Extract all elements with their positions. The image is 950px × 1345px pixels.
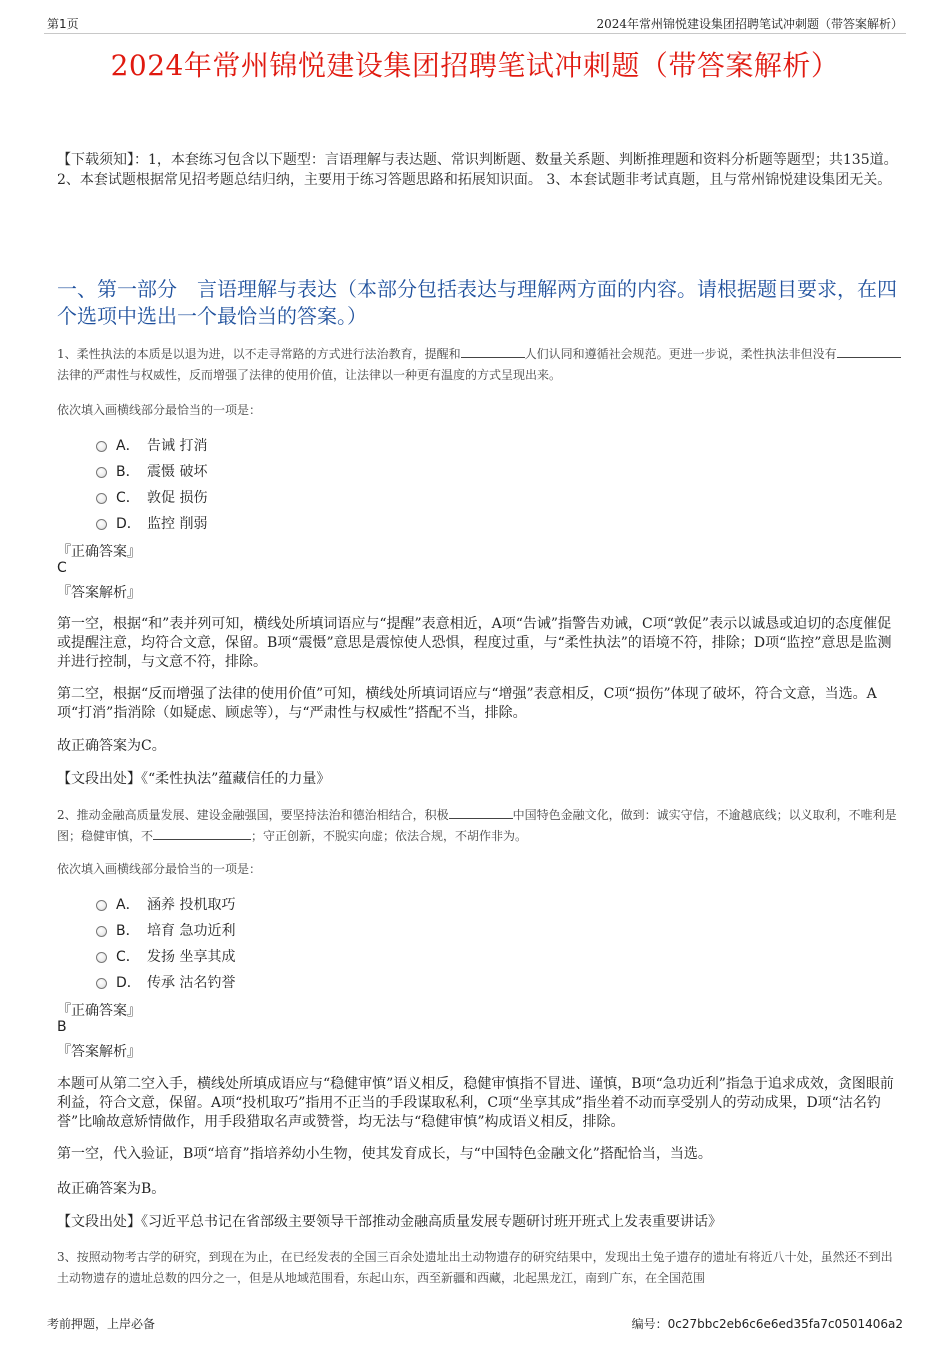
option-letter: D． xyxy=(116,975,141,991)
correct-answer-value: C xyxy=(57,560,67,576)
option-letter: C． xyxy=(116,490,140,506)
header-doc-title: 2024年常州锦悦建设集团招聘笔试冲刺题（带答案解析） xyxy=(596,17,903,31)
radio-icon[interactable] xyxy=(96,900,107,911)
question-stem-text: ；守正创新，不脱实向虚；依法合规，不胡作非为。 xyxy=(251,829,528,843)
footer-code-label: 编号： xyxy=(631,1317,668,1331)
fill-blank xyxy=(449,806,513,819)
question-2-options xyxy=(96,891,235,995)
question-2-stem xyxy=(57,805,902,847)
radio-icon[interactable] xyxy=(96,926,107,937)
option-c[interactable] xyxy=(96,484,207,510)
analysis-paragraph: 本题可从第二空入手，横线处所填成语应与“稳健审慎”语义相反，稳健审慎指不冒进、谨慎，B项“急功近利”指急于追求成效，贪图眼前利益，符合文意，保留。A项“投机取巧”指用不正当的手段谋取私利，C项“坐享其成”指坐着不动而享受别人的劳动成果，D项“沽名钓誉”比喻故意矫情做作，用手段猎取名声或赞誉，均无法与“稳健审慎”构成语义相反，排除。 xyxy=(57,1076,894,1130)
radio-icon[interactable] xyxy=(96,467,107,478)
option-text: 培育 急功近利 xyxy=(147,923,236,939)
option-letter: C． xyxy=(116,949,140,965)
page-title: 2024年常州锦悦建设集团招聘笔试冲刺题（带答案解析） xyxy=(110,49,840,82)
option-c[interactable] xyxy=(96,943,235,969)
option-text: 传承 沽名钓誉 xyxy=(147,975,236,991)
source-citation: 【文段出处】《习近平总书记在省部级主要领导干部推动金融高质量发展专题研讨班开班式上发表重要讲话》 xyxy=(57,1214,722,1230)
analysis-paragraph: 第一空，根据“和”表并列可知，横线处所填词语应与“提醒”表意相近，A项“告诫”指警告劝诫，C项“敦促”表示以诚恳或迫切的态度催促或提醒注意，均符合文意，保留。B项“震慑”意思是震惊使人恐惧，程度过重，与“柔性执法”的语境不符，排除；D项“监控”意思是监测并进行控制，与文意不符，排除。 xyxy=(57,616,892,670)
source-citation: 【文段出处】《“柔性执法”蕴藏信任的力量》 xyxy=(57,771,331,787)
page-number: 第1页 xyxy=(47,17,79,31)
radio-icon[interactable] xyxy=(96,519,107,530)
option-text: 告诫 打消 xyxy=(147,438,208,454)
fill-blank xyxy=(461,345,525,358)
fill-blank xyxy=(837,345,901,358)
option-a[interactable] xyxy=(96,432,207,458)
option-letter: D． xyxy=(116,516,141,532)
question-1-options xyxy=(96,432,207,536)
option-letter: B． xyxy=(116,923,140,939)
question-stem-text: 法律的严肃性与权威性，反而增强了法律的使用价值，让法律以一种更有温度的方式呈现出来。 xyxy=(57,368,562,382)
analysis-conclusion: 故正确答案为C。 xyxy=(57,738,166,754)
option-d[interactable] xyxy=(96,510,207,536)
analysis-paragraph: 第二空，根据“反而增强了法律的使用价值”可知，横线处所填词语应与“增强”表意相反，C项“损伤”体现了破坏，符合文意，当选。A项“打消”指消除（如疑虑、顾虑等），与“严肃性与权威性”搭配不当，排除。 xyxy=(57,686,877,721)
question-3-stem: 3、按照动物考古学的研究，到现在为止，在已经发表的全国三百余处遗址出土动物遗存的研究结果中，发现出土兔子遗存的遗址有将近八十处，虽然还不到出土动物遗存的遗址总数的四分之一，但是从地域范围看，东起山东，西至新疆和西藏，北起黑龙江，南到广东，在全国范围 xyxy=(57,1250,893,1285)
analysis-conclusion: 故正确答案为B。 xyxy=(57,1181,166,1197)
section-heading: 一、第一部分 言语理解与表达（本部分包括表达与理解两方面的内容。请根据题目要求，在四个选项中选出一个最恰当的答案。） xyxy=(57,277,897,328)
option-text: 发扬 坐享其成 xyxy=(147,949,236,965)
option-a[interactable] xyxy=(96,891,235,917)
option-b[interactable] xyxy=(96,917,235,943)
footer-code-value: 0c27bbc2eb6c6e6ed35fa7c0501406a2 xyxy=(667,1317,903,1331)
option-d[interactable] xyxy=(96,969,235,995)
radio-icon[interactable] xyxy=(96,952,107,963)
question-stem-text: 人们认同和遵循社会规范。更进一步说，柔性执法非但没有 xyxy=(524,347,837,361)
option-text: 监控 削弱 xyxy=(147,516,208,532)
radio-icon[interactable] xyxy=(96,441,107,452)
fill-blank xyxy=(153,827,251,840)
correct-answer-value: B xyxy=(57,1019,67,1035)
analysis-label: 『答案解析』 xyxy=(57,585,141,601)
footer-slogan: 考前押题，上岸必备 xyxy=(47,1317,156,1331)
analysis-label: 『答案解析』 xyxy=(57,1044,141,1060)
correct-answer-label: 『正确答案』 xyxy=(57,1003,141,1019)
question-stem-text: 中国特色金融文化，做到：诚实守信，不逾越底线；以义取利，不唯利是图；稳健审慎，不 xyxy=(57,808,897,843)
question-stem-text: 1、柔性执法的本质是以退为进，以不走寻常路的方式进行法治教育，提醒和 xyxy=(57,347,461,361)
option-text: 敦促 损伤 xyxy=(147,490,208,506)
option-text: 震慑 破坏 xyxy=(147,464,208,480)
option-text: 涵养 投机取巧 xyxy=(147,897,236,913)
footer-code xyxy=(632,1315,903,1332)
radio-icon[interactable] xyxy=(96,493,107,504)
correct-answer-label: 『正确答案』 xyxy=(57,544,141,560)
question-1-stem xyxy=(57,344,902,386)
question-2-prompt: 依次填入画横线部分最恰当的一项是： xyxy=(57,862,262,876)
analysis-paragraph: 第一空，代入验证，B项“培育”指培养幼小生物，使其发育成长，与“中国特色金融文化”搭配恰当，当选。 xyxy=(57,1146,712,1162)
option-letter: A． xyxy=(116,438,140,454)
radio-icon[interactable] xyxy=(96,978,107,989)
download-notice: 【下载须知】：1，本套练习包含以下题型：言语理解与表达题、常识判断题、数量关系题、判断推理题和资料分析题等题型；共135道。 2、本套试题根据常见招考题总结归纳，主要用于练习答题思路和拓展知识面。 3、本套试题非考试真题，且与常州锦悦建设集团无关。 xyxy=(57,152,898,188)
option-letter: B． xyxy=(116,464,140,480)
option-letter: A． xyxy=(116,897,140,913)
question-1-prompt: 依次填入画横线部分最恰当的一项是： xyxy=(57,403,262,417)
header-divider xyxy=(44,33,906,34)
option-b[interactable] xyxy=(96,458,207,484)
question-stem-text: 2、推动金融高质量发展、建设金融强国，要坚持法治和德治相结合，积极 xyxy=(57,808,449,822)
